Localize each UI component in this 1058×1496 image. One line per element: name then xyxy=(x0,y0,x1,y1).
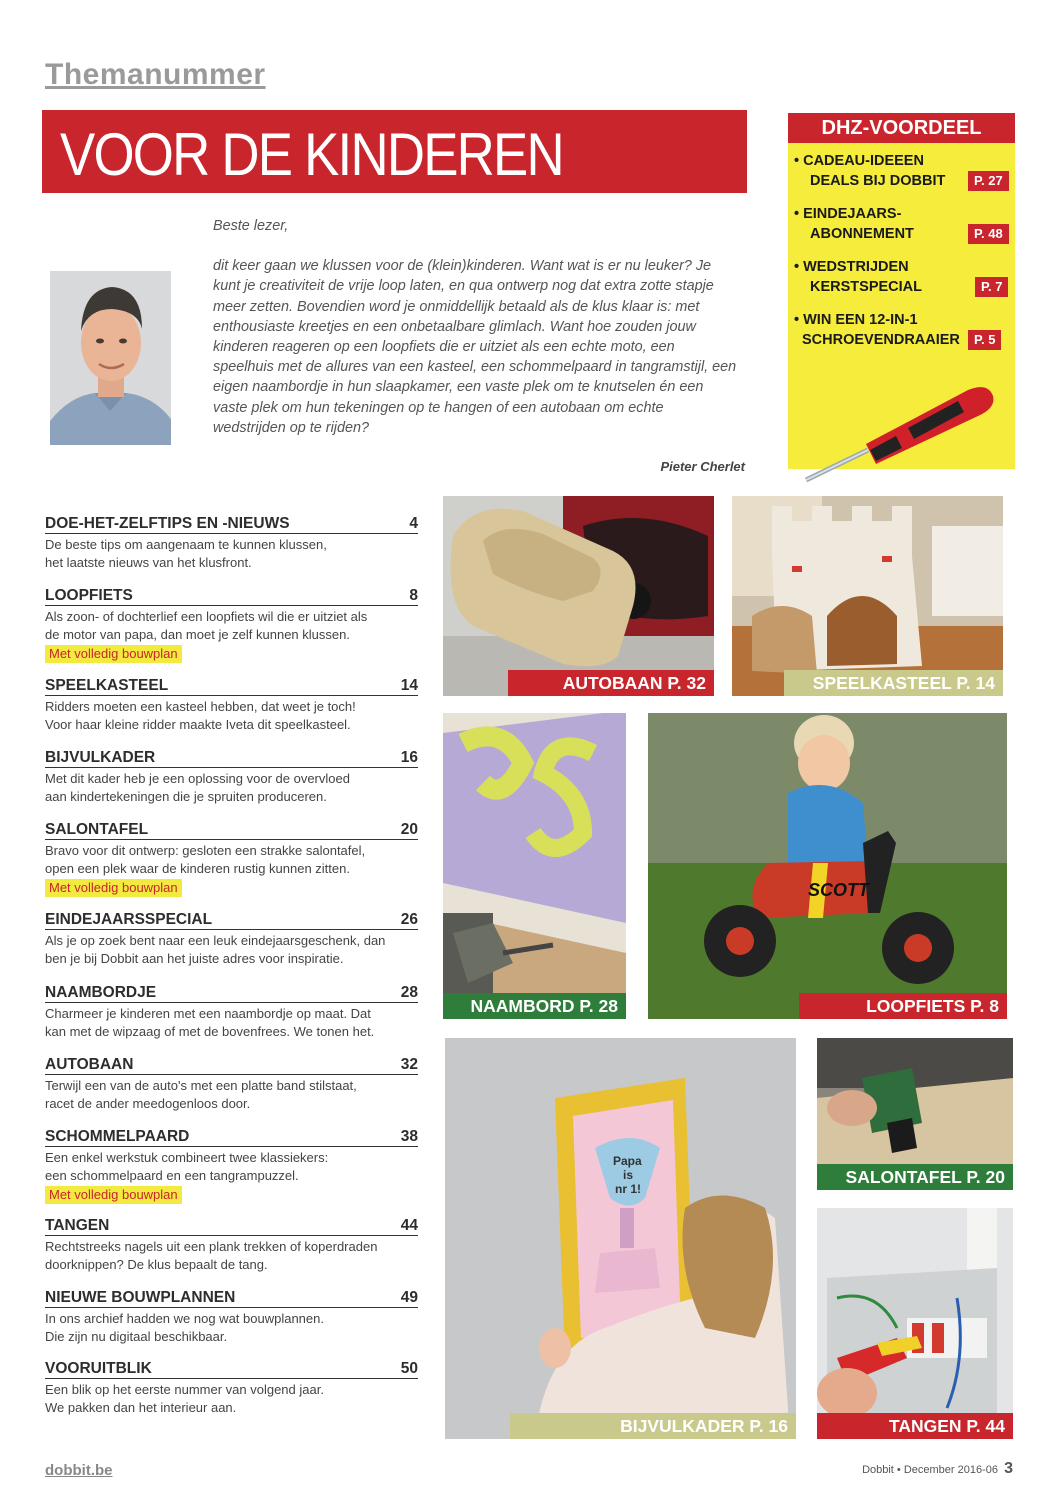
toc-description: Charmeer je kinderen met een naambordje op maat. Dat kan met de wipzaag of met de bovenfrees. We tonen het. xyxy=(45,1006,375,1039)
moto-brand-text: SCOTT xyxy=(808,880,869,900)
toc-page: 38 xyxy=(400,1128,418,1145)
toc-title: TANGEN xyxy=(45,1217,110,1234)
toc-title: NAAMBORDJE xyxy=(45,984,157,1001)
dhz-title: DHZ-VOORDEEL xyxy=(788,113,1015,143)
photo-tangen xyxy=(817,1208,1013,1439)
toc-entry[interactable] xyxy=(45,676,418,734)
toc-description: Ridders moeten een kasteel hebben, dat weet je toch! Voor haar kleine ridder maakte Iveta dit speelkasteel. xyxy=(45,699,356,732)
toc-entry[interactable] xyxy=(45,748,418,806)
toc-title: AUTOBAAN xyxy=(45,1056,134,1073)
dhz-page-badge: P. 5 xyxy=(968,330,1001,350)
toc-entry[interactable] xyxy=(45,514,418,572)
toc-page: 26 xyxy=(400,911,418,928)
toc-page: 20 xyxy=(400,821,418,838)
caption-naambord: NAAMBORD P. 28 xyxy=(443,993,626,1019)
caption-salontafel: SALONTAFEL P. 20 xyxy=(817,1164,1013,1190)
author-portrait xyxy=(50,271,171,445)
dhz-item xyxy=(794,257,922,297)
dhz-item xyxy=(794,151,945,191)
dhz-voordeel-box xyxy=(788,113,1015,469)
dhz-item-line: ABONNEMENT xyxy=(810,226,914,242)
toc-title: SCHOMMELPAARD xyxy=(45,1128,190,1145)
toc-entry[interactable] xyxy=(45,983,418,1041)
dhz-page-badge: P. 7 xyxy=(975,277,1008,297)
bouwplan-tag: Met volledig bouwplan xyxy=(45,879,182,897)
toc-description: In ons archief hadden we nog wat bouwplannen. Die zijn nu digitaal beschikbaar. xyxy=(45,1311,324,1344)
dhz-item xyxy=(794,310,960,350)
toc-entry[interactable] xyxy=(45,586,418,663)
toc-page: 44 xyxy=(400,1217,418,1234)
dhz-item-line: DEALS BIJ DOBBIT xyxy=(810,173,946,189)
toc-entry[interactable] xyxy=(45,910,418,968)
page-title: VOOR DE KINDEREN xyxy=(60,121,563,188)
letter-greeting: Beste lezer, xyxy=(213,218,289,234)
screwdriver-icon xyxy=(798,368,998,488)
toc-page: 14 xyxy=(400,677,418,694)
toc-page: 50 xyxy=(400,1360,418,1377)
title-banner xyxy=(42,110,747,193)
toc-entry[interactable] xyxy=(45,1127,418,1204)
issue-label: Dobbit • December 2016-06 xyxy=(862,1464,998,1476)
toc-page: 49 xyxy=(400,1289,418,1306)
toc-page: 28 xyxy=(400,984,418,1001)
toc-title: SALONTAFEL xyxy=(45,821,149,838)
dhz-item-line: • WIN EEN 12-IN-1 xyxy=(794,312,918,328)
toc-description: De beste tips om aangenaam te kunnen klussen, het laatste nieuws van het klusfront. xyxy=(45,537,327,570)
dhz-item-line: • EINDEJAARS- xyxy=(794,206,902,222)
bouwplan-tag: Met volledig bouwplan xyxy=(45,1186,182,1204)
photo-naambord xyxy=(443,713,626,1019)
toc-entry[interactable] xyxy=(45,1359,418,1417)
photo-bijvulkader xyxy=(445,1038,796,1439)
letter-body: dit keer gaan we klussen voor de (klein)kinderen. Want wat is er nu leuker? Je kunt je creativiteit de vrije loop laten, en qua ontwerp nog dat extra zotte stapje meer zetten. Bovendien word je onmiddellijk betaald als de klus klaar is: met enthousiaste kreetjes en een onbetaalbare glimlach. Want hoe zouden jouw kinderen reageren op een loopfiets die er uitziet als een echte moto, een speelhuis met de allures van een kasteel, een schommelpaard in tangramstijl, een eigen naambordje in hun slaapkamer, een vaste plek om te knutselen én een vaste plek om hun tekeningen op te hangen of een autobaan om echte wedstrijden op te rijden? xyxy=(213,258,737,436)
toc-entry[interactable] xyxy=(45,1055,418,1113)
toc-description: Rechtstreeks nagels uit een plank trekken of koperdraden doorknippen? De klus bepaalt de tang. xyxy=(45,1239,378,1272)
editorial-letter xyxy=(213,216,738,438)
photo-salontafel xyxy=(817,1038,1013,1190)
toc-page: 16 xyxy=(400,749,418,766)
toc-page: 32 xyxy=(400,1056,418,1073)
toc-title: SPEELKASTEEL xyxy=(45,677,169,694)
frame-drawing-text: Papa xyxy=(613,1154,642,1168)
caption-tangen: TANGEN P. 44 xyxy=(817,1413,1013,1439)
letter-signature: Pieter Cherlet xyxy=(660,459,745,474)
frame-drawing-text: nr 1! xyxy=(615,1182,642,1196)
caption-bijvulkader: BIJVULKADER P. 16 xyxy=(510,1413,796,1439)
caption-loopfiets: LOOPFIETS P. 8 xyxy=(799,993,1007,1019)
caption-autobaan: AUTOBAAN P. 32 xyxy=(508,670,714,696)
toc-description: Bravo voor dit ontwerp: gesloten een strakke salontafel, open een plek waar de kinderen rustig kunnen zitten. xyxy=(45,843,366,876)
toc-description: Als je op zoek bent naar een leuk eindejaarsgeschenk, dan ben je bij Dobbit aan het juiste adres voor inspiratie. xyxy=(45,933,386,966)
dhz-item-line: SCHROEVENDRAAIER xyxy=(802,332,960,348)
dhz-item-line: • CADEAU-IDEEEN xyxy=(794,153,924,169)
toc-description: Als zoon- of dochterlief een loopfiets wil die er uitziet als de motor van papa, dan moet je zelf kunnen klussen. xyxy=(45,609,368,642)
dhz-item xyxy=(794,204,914,244)
toc-description: Met dit kader heb je een oplossing voor de overvloed aan kindertekeningen die je spruiten produceren. xyxy=(45,771,350,804)
toc-title: EINDEJAARSSPECIAL xyxy=(45,911,213,928)
photo-autobaan xyxy=(443,496,714,696)
photo-speelkasteel xyxy=(732,496,1003,696)
frame-drawing-text: is xyxy=(623,1168,634,1182)
toc-page: 4 xyxy=(409,515,418,532)
toc-title: VOORUITBLIK xyxy=(45,1360,152,1377)
toc-entry[interactable] xyxy=(45,820,418,897)
caption-speelkasteel: SPEELKASTEEL P. 14 xyxy=(784,670,1003,696)
photo-loopfiets xyxy=(648,713,1007,1019)
toc-description: Terwijl een van de auto's met een platte band stilstaat, racet de ander meedogenloos door. xyxy=(45,1078,357,1111)
toc-entry[interactable] xyxy=(45,1216,418,1274)
toc-title: DOE-HET-ZELFTIPS EN -NIEUWS xyxy=(45,515,290,532)
toc-entry[interactable] xyxy=(45,1288,418,1346)
toc-description: Een enkel werkstuk combineert twee klassiekers: een schommelpaard en een tangrampuzzel. xyxy=(45,1150,329,1183)
toc-title: LOOPFIETS xyxy=(45,587,133,604)
toc-page: 8 xyxy=(409,587,418,604)
website-link[interactable]: dobbit.be xyxy=(45,1462,113,1479)
dhz-item-line: KERSTSPECIAL xyxy=(810,279,922,295)
bouwplan-tag: Met volledig bouwplan xyxy=(45,645,182,663)
dhz-page-badge: P. 48 xyxy=(968,224,1009,244)
toc-title: BIJVULKADER xyxy=(45,749,156,766)
dhz-item-line: • WEDSTRIJDEN xyxy=(794,259,909,275)
toc-description: Een blik op het eerste nummer van volgend jaar. We pakken dan het interieur aan. xyxy=(45,1382,324,1415)
page-number: 3 xyxy=(1004,1460,1013,1477)
dhz-page-badge: P. 27 xyxy=(968,171,1009,191)
kicker-label: Themanummer xyxy=(45,58,266,91)
toc-title: NIEUWE BOUWPLANNEN xyxy=(45,1289,236,1306)
